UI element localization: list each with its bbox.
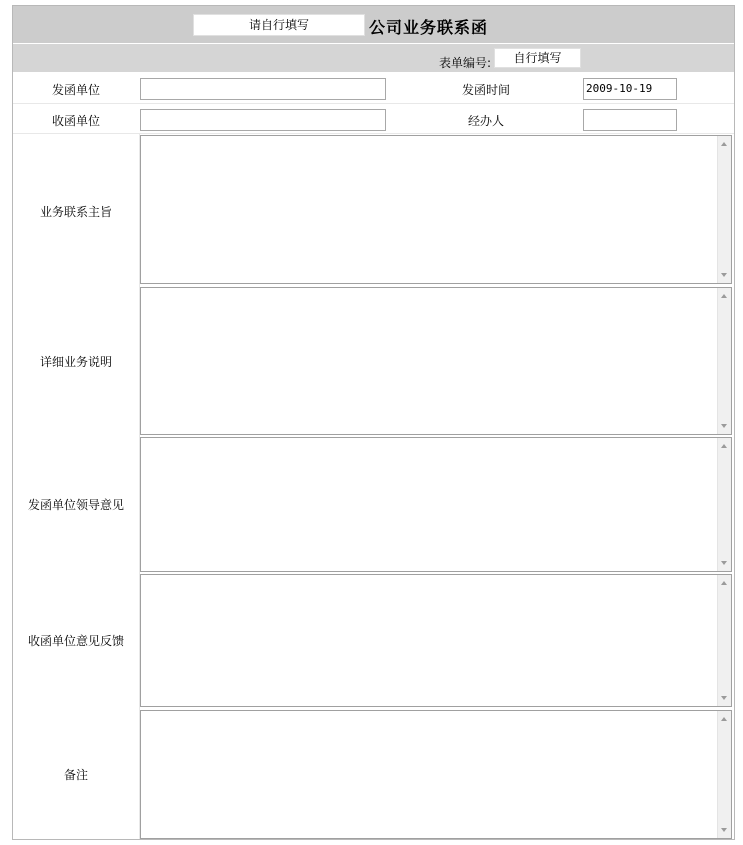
scroll-up-icon[interactable] — [721, 294, 727, 298]
form-title: 公司业务联系函 — [369, 18, 489, 37]
handler-label: 经办人 — [467, 114, 504, 128]
scroll-up-icon[interactable] — [721, 581, 727, 585]
details-label: 详细业务说明 — [39, 355, 112, 369]
sender-leader-opinion-label: 发函单位领导意见 — [27, 498, 124, 512]
handler-input[interactable] — [583, 109, 677, 131]
sender-unit-input[interactable] — [140, 78, 386, 100]
send-time-label: 发函时间 — [461, 83, 510, 97]
receiver-row — [13, 104, 734, 134]
scroll-up-icon[interactable] — [721, 717, 727, 721]
scrollbar[interactable] — [717, 288, 731, 434]
title-bar — [13, 6, 734, 43]
subject-textarea[interactable] — [140, 135, 732, 284]
scrollbar[interactable] — [717, 575, 731, 706]
scroll-down-icon[interactable] — [721, 424, 727, 428]
sender-row — [13, 73, 734, 104]
sender-unit-label: 发函单位 — [51, 83, 100, 97]
scrollbar[interactable] — [717, 438, 731, 571]
scroll-down-icon[interactable] — [721, 561, 727, 565]
form-number-label: 表单编号: — [439, 56, 492, 70]
sender-leader-opinion-textarea[interactable] — [140, 437, 732, 572]
company-name-input[interactable]: 请自行填写 — [193, 14, 365, 36]
send-time-input[interactable]: 2009-10-19 — [583, 78, 677, 100]
scrollbar[interactable] — [717, 136, 731, 283]
scroll-up-icon[interactable] — [721, 142, 727, 146]
receiver-feedback-textarea[interactable] — [140, 574, 732, 707]
scroll-up-icon[interactable] — [721, 444, 727, 448]
form-number-input[interactable]: 自行填写 — [494, 48, 581, 68]
receiver-unit-label: 收函单位 — [51, 114, 100, 128]
scrollbar[interactable] — [717, 711, 731, 838]
scroll-down-icon[interactable] — [721, 696, 727, 700]
form-number-bar — [13, 44, 734, 72]
business-contact-form — [12, 5, 735, 840]
remarks-textarea[interactable] — [140, 710, 732, 839]
receiver-feedback-label: 收函单位意见反馈 — [27, 634, 124, 648]
remarks-label: 备注 — [63, 768, 88, 782]
scroll-down-icon[interactable] — [721, 273, 727, 277]
details-textarea[interactable] — [140, 287, 732, 435]
scroll-down-icon[interactable] — [721, 828, 727, 832]
receiver-unit-input[interactable] — [140, 109, 386, 131]
subject-label: 业务联系主旨 — [39, 205, 112, 219]
